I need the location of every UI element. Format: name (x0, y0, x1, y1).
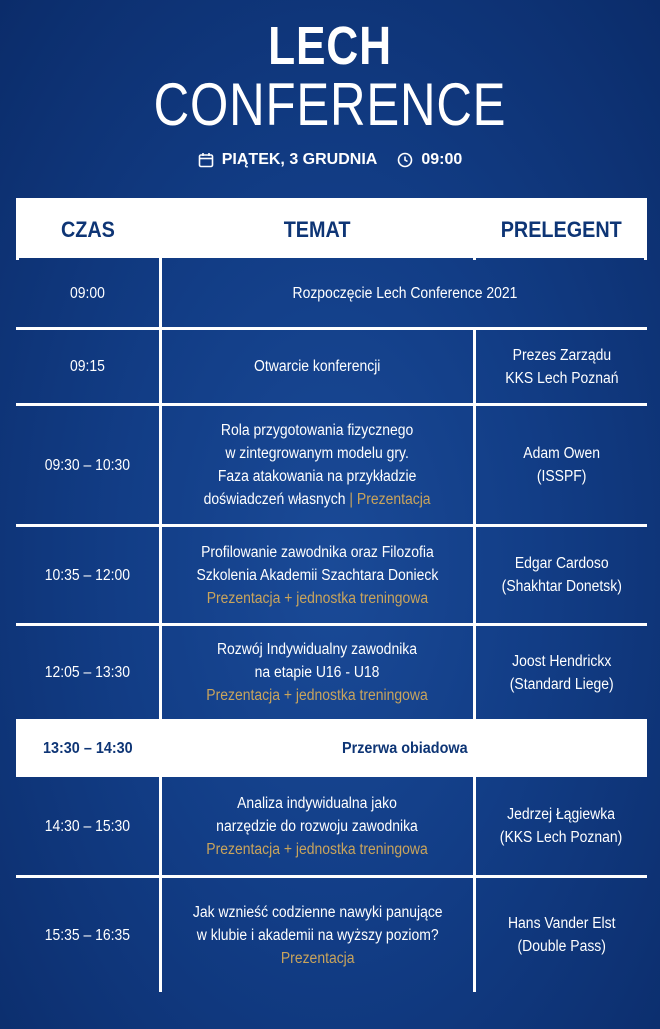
clock-icon (397, 152, 413, 168)
break-label: Przerwa obiadowa (341, 739, 468, 757)
column-header-temat: TEMAT (284, 216, 351, 242)
agenda-table (16, 198, 647, 992)
row4-speaker: Edgar Cardoso (Shakhtar Donetsk) (501, 555, 622, 595)
row4-time: 10:35 – 12:00 (44, 566, 131, 584)
event-meta (0, 148, 660, 172)
page-header (0, 0, 660, 198)
header-right-edge (644, 198, 647, 260)
row2-topic: Otwarcie konferencji (254, 358, 381, 375)
title-conference: CONFERENCE (153, 71, 507, 138)
break-time: 13:30 – 14:30 (42, 739, 133, 757)
row5-topic: Rozwój Indywidualny zawodnika na etapie U16 - U18 Prezentacja + jednostka treningowa (162, 626, 473, 719)
row7-topic: Analiza indywidualna jako narzędzie do rozwoju zawodnika Prezentacja + jednostka treningowa (162, 777, 473, 875)
row8-topic: Jak wznieść codzienne nawyki panujące w klubie i akademii na wyższy poziom? Prezentacja (162, 878, 473, 992)
row3-speaker: Adam Owen (ISSPF) (523, 445, 600, 485)
row-divider-top (16, 198, 647, 201)
presentation-link[interactable]: Prezentacja (280, 949, 355, 967)
presentation-link[interactable]: Prezentacja + jednostka treningowa (206, 589, 429, 607)
row5-speaker: Joost Hendrickx (Standard Liege) (509, 652, 614, 693)
row8-speaker: Hans Vander Elst (Double Pass) (507, 915, 616, 955)
column-header-prelegent: PRELEGENT (500, 216, 623, 242)
event-time: 09:00 (421, 151, 463, 168)
presentation-link[interactable]: | Prezentacja (349, 491, 431, 508)
row1-time: 09:00 (70, 285, 105, 302)
event-date: PIĄTEK, 3 GRUDNIA (221, 151, 378, 168)
presentation-link[interactable]: Prezentacja + jednostka treningowa (206, 840, 429, 858)
row4-topic: Profilowanie zawodnika oraz Filozofia Szkolenia Akademii Szachtara Donieck Prezentacja + jednostka treningowa (162, 527, 473, 623)
row5-time: 12:05 – 13:30 (44, 664, 131, 681)
row7-speaker: Jedrzej Łągiewka (KKS Lech Poznan) (500, 806, 623, 846)
row1-topic: Rozpoczęcie Lech Conference 2021 (292, 285, 517, 302)
row2-time: 09:15 (70, 358, 105, 375)
row2-speaker: Prezes Zarządu KKS Lech Poznań (504, 346, 619, 387)
presentation-link[interactable]: Prezentacja + jednostka treningowa (206, 687, 429, 704)
column-divider-2-header (473, 198, 476, 260)
row8-time: 15:35 – 16:35 (44, 926, 131, 944)
row3-topic: Rola przygotowania fizycznego w zintegrowanym modelu gry. Faza atakowania na przykładzie doświadczeń własnych | Prezentacja (204, 422, 431, 508)
title-lech: LECH (268, 16, 392, 76)
row7-time: 14:30 – 15:30 (44, 817, 131, 835)
calendar-icon (198, 152, 214, 168)
row3-time: 09:30 – 10:30 (44, 456, 131, 474)
column-header-czas: CZAS (60, 216, 115, 242)
header-left-edge (16, 198, 19, 260)
